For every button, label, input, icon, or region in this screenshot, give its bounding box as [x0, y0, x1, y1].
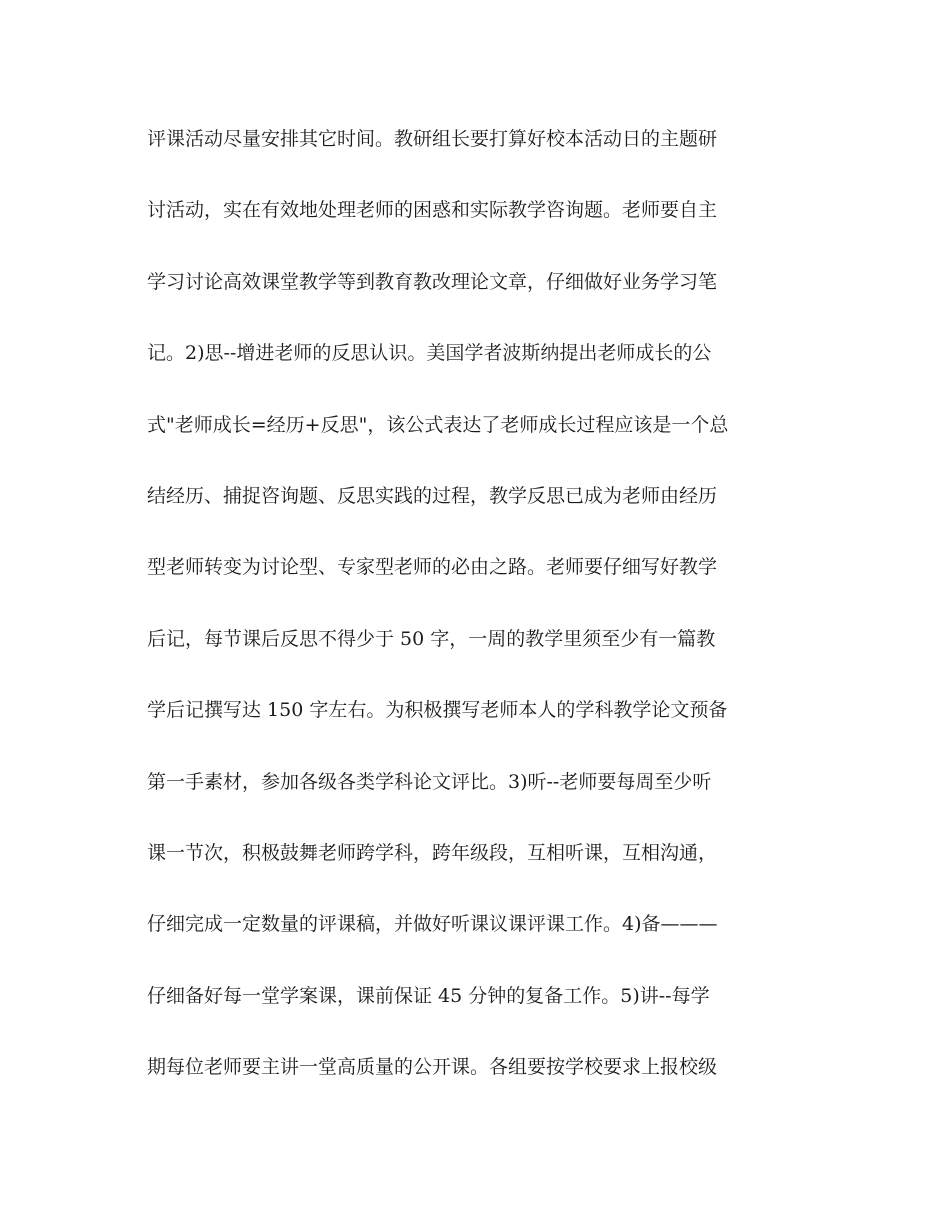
document-body: [147, 124, 807, 1123]
text-line: 后记，每节课后反思不得少于 50 字，一周的教学里须至少有一篇教: [147, 627, 716, 650]
text-line: 学后记撰写达 150 字左右。为积极撰写老师本人的学科教学论文预备: [147, 699, 728, 722]
text-line: 课一节次，积极鼓舞老师跨学科，跨年级段，互相听课，互相沟通，: [147, 841, 718, 864]
text-line: 仔细完成一定数量的评课稿，并做好听课议课评课工作。4)备———: [147, 913, 718, 936]
text-line: 讨活动，实在有效地处理老师的困惑和实际教学咨询题。老师要自主: [147, 199, 718, 222]
text-line: 第一手素材，参加各级各类学科论文评比。3)听--老师要每周至少听: [147, 770, 712, 793]
text-line: 型老师转变为讨论型、专家型老师的必由之路。老师要仔细写好教学: [147, 556, 718, 579]
text-line: 式"老师成长=经历+反思"，该公式表达了老师成长过程应该是一个总: [147, 413, 729, 436]
text-line: 期每位老师要主讲一堂高质量的公开课。各组要按学校要求上报校级: [147, 1056, 718, 1079]
text-line: 仔细备好每一堂学案课，课前保证 45 分钟的复备工作。5)讲--每学: [147, 984, 710, 1007]
text-line: 学习讨论高效课堂教学等到教育教改理论文章，仔细做好业务学习笔: [147, 270, 718, 293]
text-line: 结经历、捕捉咨询题、反思实践的过程，教学反思已成为老师由经历: [147, 484, 718, 507]
text-line: 记。2)思--增进老师的反思认识。美国学者波斯纳提出老师成长的公: [147, 342, 712, 365]
text-line: 评课活动尽量安排其它时间。教研组长要打算好校本活动日的主题研: [147, 128, 718, 150]
